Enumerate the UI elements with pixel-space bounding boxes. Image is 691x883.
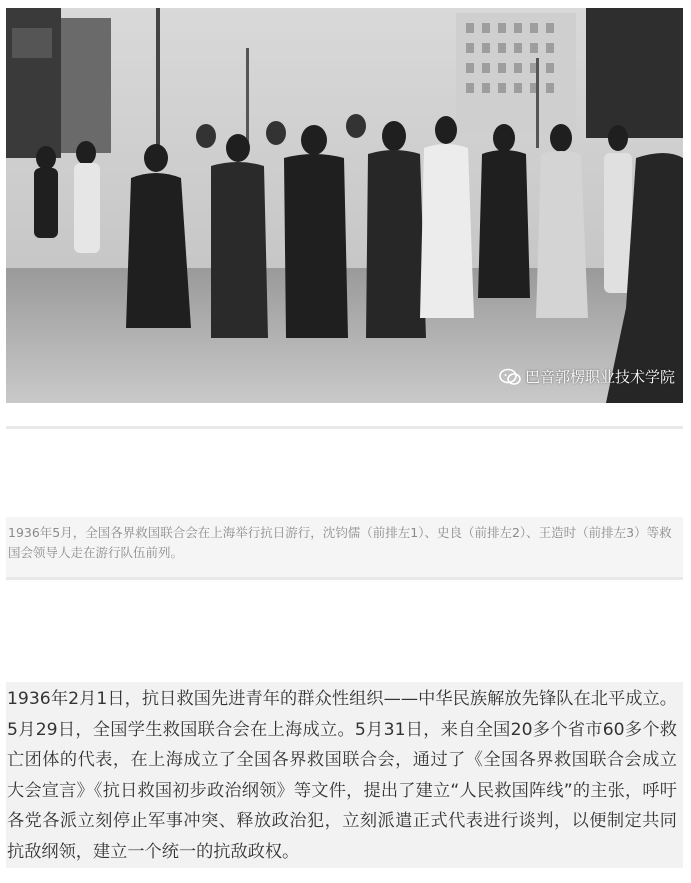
- divider: [6, 426, 683, 429]
- article-paragraph: 1936年2月1日，抗日救国先进青年的群众性组织——中华民族解放先锋队在北平成立。5月29日，全国学生救国联合会在上海成立。5月31日，来自全国20多个省市60多个救亡团体的代表，在上海成立了全国各界救国联合会，通过了《全国各界救国联合会成立大会宣言》《抗日救国初步政治纲领》等文件，提出了建立“人民救国阵线”的主张，呼吁各党各派立刻停止军事冲突、释放政治犯，立刻派遣正式代表进行谈判，以便制定共同抗敌纲领，建立一个统一的抗敌政权。: [6, 682, 683, 868]
- watermark-text: 巴音郭楞职业技术学院: [524, 368, 675, 386]
- photo-caption: 1936年5月，全国各界救国联合会在上海举行抗日游行，沈钧儒（前排左1）、史良（前排左2）、王造时（前排左3）等救国会领导人走在游行队伍前列。: [6, 517, 683, 577]
- divider: [6, 577, 683, 580]
- march-photo-illustration: [6, 8, 683, 403]
- historical-photo: [6, 8, 683, 403]
- wechat-icon: [499, 368, 521, 386]
- watermark: [499, 366, 675, 387]
